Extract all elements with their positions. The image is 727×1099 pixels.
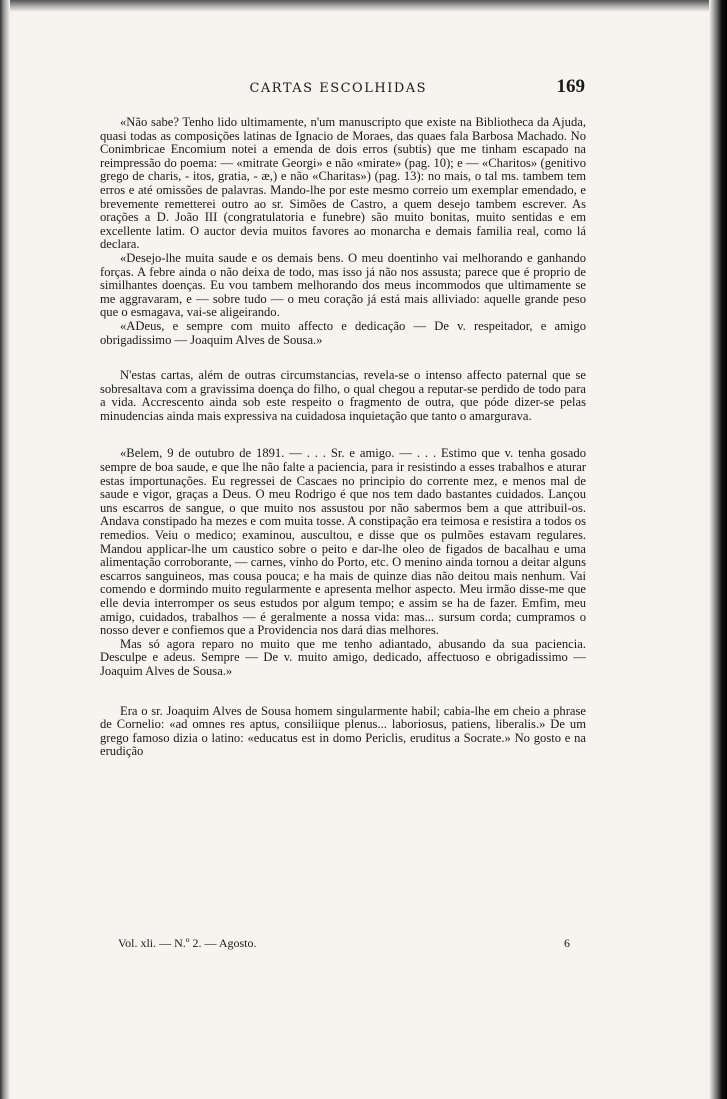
scan-edge-right [709,0,727,1099]
letter-belem: «Belem, 9 de outubro de 1891. — . . . Sr. e amigo. — . . . Estimo que v. tenha gosado sempre de boa saude, e que lhe não falte a paciencia, para ir resistindo a esses trabalhos e aturar estas importunações. Eu regressei de Cascaes no principio do corrente mez, e menos mal de saude e vigor, graças a Deus. O meu Rodrigo é que nos tem dado bastantes cuidados. Lançou uns escarros de sangue, o que muito nos assustou por não sabermos bem a que attribuil-os. Andava constipado ha mezes e com muita tosse. A constipação era teimosa e resistira a todos os remedios. Veiu o medico; examinou, auscultou, e disse que os pulmões estavam regulares. Mandou applicar-lhe um caustico sobre o peito e dar-lhe oleo de figados de bacalhau e uma alimentação corroborante, — carnes, vinho do Porto, etc. O menino ainda tornou a deitar alguns escarros sanguineos, mas cousa pouca; e ha mais de quinze dias não deitou mais nenhum. Vai comendo e dormindo muito regularmente e apresenta melhor aspecto. Meu irmão disse-me que elle devia interromper os seus estudos por algum tempo; e assim se ha de fazer. Emfim, meu amigo, cuidados, trabalhos — é geralmente a nossa vida: mas... sursum corda; cumpramos o nosso dever e confiemos que a Providencia nos dará dias melhores. [100,446,586,638]
page-body [100,116,586,759]
section-gap [100,679,586,705]
page-footer [118,936,570,951]
volume-line: Vol. xli. — N.º 2. — Agosto. [118,936,257,950]
scan-edge-top [0,0,727,12]
letter-closing-1: «ADeus, e sempre com muito affecto e dedicação — De v. respeitador, e amigo obrigadissimo — Joaquim Alves de Sousa.» [100,318,586,347]
biography-paragraph: Era o sr. Joaquim Alves de Sousa homem singularmente habil; cabia-lhe em cheio a phrase de Cornelio: «ad omnes res aptus, consiliique plenus... laboriosus, patiens, liberalis.» De um grego famoso dizia o latino: «educatus est in domo Periclis, eruditus a Socrate.» No gosto e na erudição [100,703,586,759]
letter-paragraph-2: «Desejo-lhe muita saude e os demais bens. O meu doentinho vai melhorando e ganhando forças. A febre ainda o não deixa de todo, mas isso já não nos assusta; parece que é proprio de similhantes doenças. Eu vou tambem melhorando dos meus incommodos que ultimamente se me aggravaram, e — sobre tudo — o meu coração já está mais alliviado: aquelle grande peso que o esmagava, vai-se aligeirando. [100,250,586,320]
running-title: CARTAS ESCOLHIDAS [249,81,428,96]
page-number: 169 [556,76,585,97]
section-gap [100,423,586,447]
section-gap [100,347,586,369]
scan-edge-left [0,0,10,1099]
commentary-paragraph: N'estas cartas, além de outras circumstancias, revela-se o intenso affecto paternal que se sobresaltava com a gravissima doença do filho, o qual chegou a reputar-se perdido de todo para a vida. Accrescento ainda sob este respeito o fragmento de outra, que póde dizer-se pelas minudencias ainda mais expressiva na cuidadosa inquietação que tanto o amargurava. [100,368,586,423]
letter-closing-2: Mas só agora reparo no muito que me tenho adiantado, abusando da sua paciencia. Desculpe e adeus. Sempre — De v. muito amigo, dedicado, affectuoso e obrigadissimo — Joaquim Alves de Sousa.» [100,636,586,678]
running-head [60,76,585,98]
signature-mark: 6 [564,936,570,950]
letter-paragraph-1: «Não sabe? Tenho lido ultimamente, n'um manuscripto que existe na Bibliotheca da Ajuda, quasi todas as composições latinas de Ignacio de Moraes, das quaes fala Barbosa Machado. No Conimbricae Encomium notei a emenda de dois erros (subtis) que me tinham escapado na reimpressão do poema: — «mitrate Georgi» e não «mirate» (pag. 10); e — «Charitos» (genitivo grego de charis, - itos, gratia, - æ,) e não «Charitas») (pag. 13): no mais, o tal ms. tambem tem erros e até omissões de palavras. Mando-lhe por este mesmo correio um exemplar emendado, e brevemente remetterei outro ao sr. Simões de Castro, a quem desejo tambem escrever. As orações a D. João III (congratulatoria e funebre) são muito bonitas, muito sentidas e em excellente latim. O auctor devia muitos favores ao monarcha e demais familia real, como lá declara. [100,115,586,252]
